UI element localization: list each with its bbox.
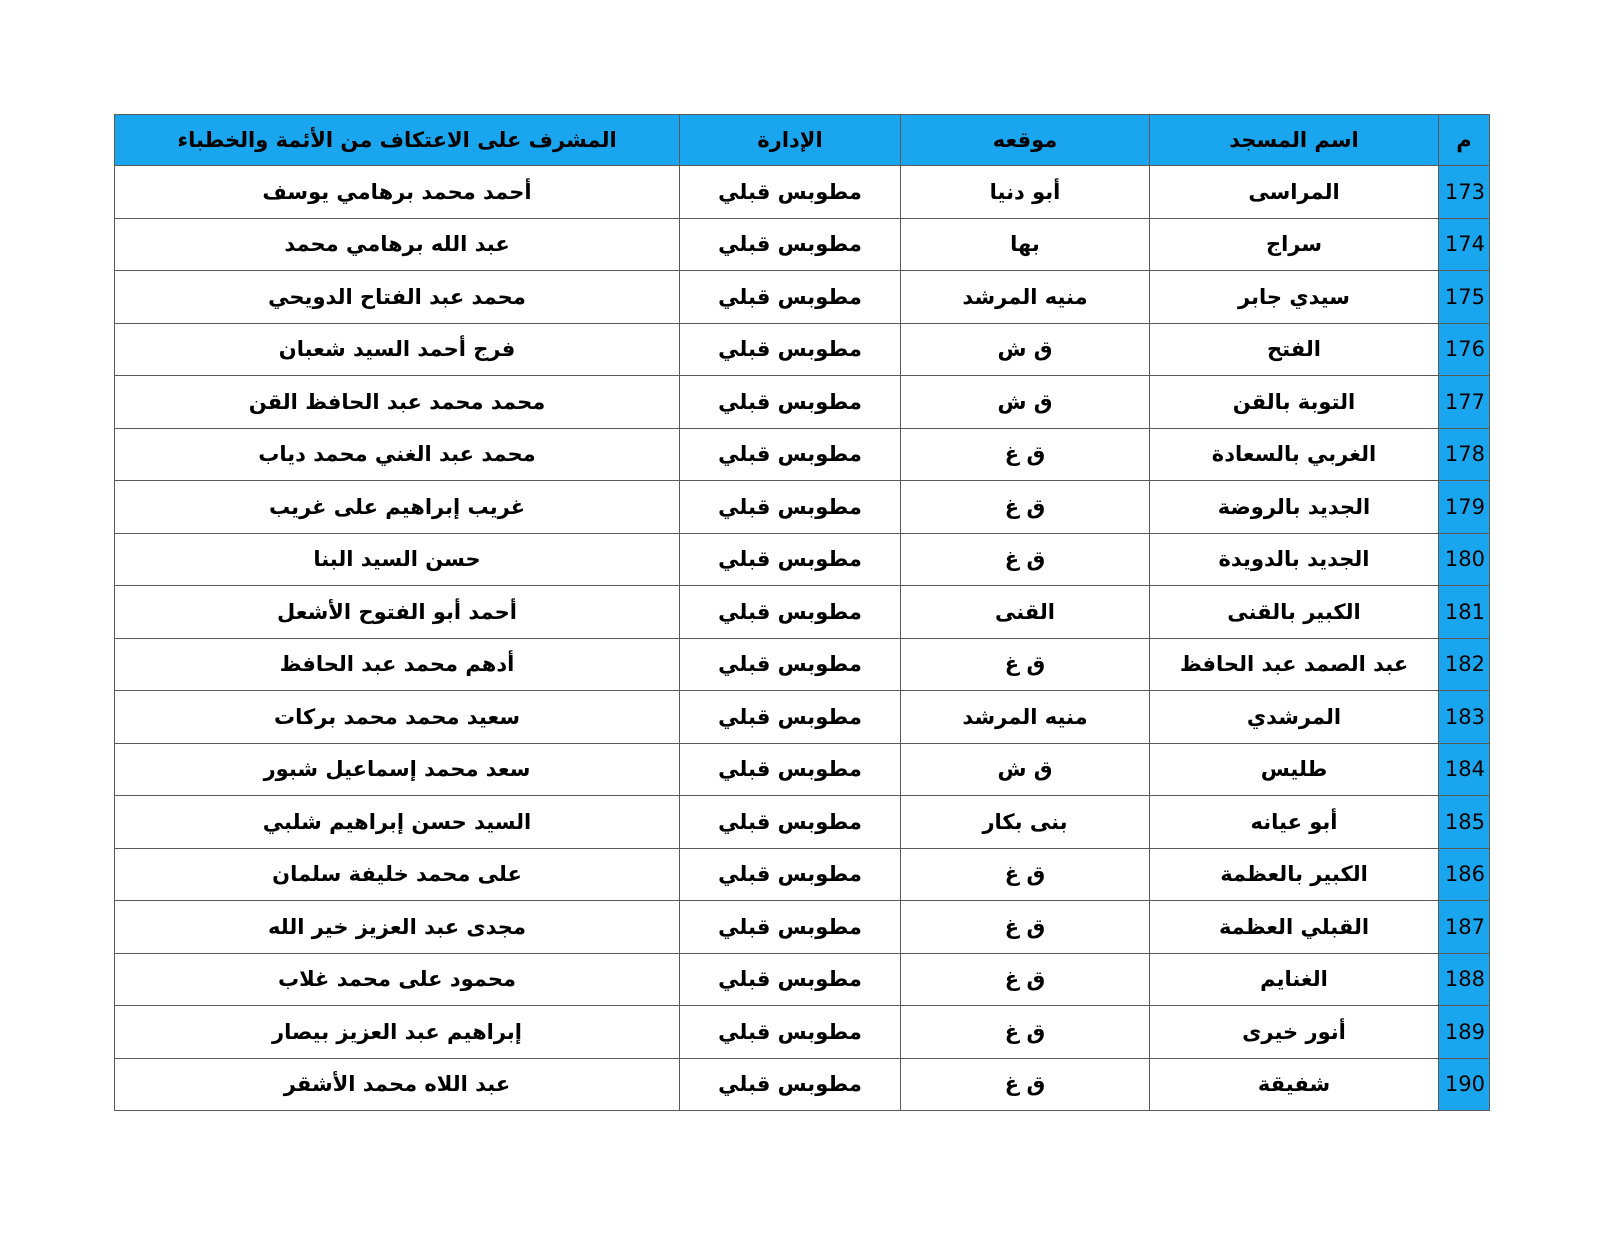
cell-administration: مطوبس قبلي bbox=[680, 848, 901, 901]
cell-mosque: الفتح bbox=[1150, 323, 1439, 376]
cell-number: 182 bbox=[1439, 638, 1490, 691]
table-row bbox=[115, 271, 1490, 324]
cell-supervisor: سعيد محمد محمد بركات bbox=[115, 691, 680, 744]
cell-number: 190 bbox=[1439, 1058, 1490, 1111]
cell-number: 185 bbox=[1439, 796, 1490, 849]
table-row bbox=[115, 796, 1490, 849]
cell-number: 180 bbox=[1439, 533, 1490, 586]
cell-supervisor: عبد اللاه محمد الأشقر bbox=[115, 1058, 680, 1111]
cell-administration: مطوبس قبلي bbox=[680, 428, 901, 481]
cell-number: 183 bbox=[1439, 691, 1490, 744]
cell-mosque: طليس bbox=[1150, 743, 1439, 796]
cell-mosque: شفيقة bbox=[1150, 1058, 1439, 1111]
cell-mosque: الغنايم bbox=[1150, 953, 1439, 1006]
cell-mosque: سيدي جابر bbox=[1150, 271, 1439, 324]
cell-location: ق غ bbox=[901, 428, 1150, 481]
cell-mosque: المراسى bbox=[1150, 166, 1439, 219]
cell-mosque: الغربي بالسعادة bbox=[1150, 428, 1439, 481]
table-row bbox=[115, 323, 1490, 376]
cell-location: بنى بكار bbox=[901, 796, 1150, 849]
cell-supervisor: السيد حسن إبراهيم شلبي bbox=[115, 796, 680, 849]
cell-number: 177 bbox=[1439, 376, 1490, 429]
cell-mosque: التوبة بالقن bbox=[1150, 376, 1439, 429]
header-administration: الإدارة bbox=[680, 115, 901, 166]
cell-mosque: القبلي العظمة bbox=[1150, 901, 1439, 954]
cell-mosque: الكبير بالعظمة bbox=[1150, 848, 1439, 901]
cell-mosque: الكبير بالقنى bbox=[1150, 586, 1439, 639]
cell-administration: مطوبس قبلي bbox=[680, 533, 901, 586]
cell-administration: مطوبس قبلي bbox=[680, 218, 901, 271]
cell-administration: مطوبس قبلي bbox=[680, 586, 901, 639]
table-row bbox=[115, 376, 1490, 429]
cell-mosque: المرشدي bbox=[1150, 691, 1439, 744]
cell-supervisor: أحمد محمد برهامي يوسف bbox=[115, 166, 680, 219]
cell-administration: مطوبس قبلي bbox=[680, 323, 901, 376]
cell-administration: مطوبس قبلي bbox=[680, 481, 901, 534]
cell-location: القنى bbox=[901, 586, 1150, 639]
cell-supervisor: حسن السيد البنا bbox=[115, 533, 680, 586]
table-row bbox=[115, 743, 1490, 796]
table-row bbox=[115, 691, 1490, 744]
cell-supervisor: أحمد أبو الفتوح الأشعل bbox=[115, 586, 680, 639]
cell-number: 189 bbox=[1439, 1006, 1490, 1059]
cell-number: 175 bbox=[1439, 271, 1490, 324]
table-row bbox=[115, 1006, 1490, 1059]
cell-supervisor: محمود على محمد غلاب bbox=[115, 953, 680, 1006]
cell-location: ق غ bbox=[901, 481, 1150, 534]
cell-location: منيه المرشد bbox=[901, 271, 1150, 324]
cell-location: ق غ bbox=[901, 1058, 1150, 1111]
header-location: موقعه bbox=[901, 115, 1150, 166]
mosques-table bbox=[114, 114, 1490, 1111]
cell-location: ق غ bbox=[901, 533, 1150, 586]
cell-mosque: عبد الصمد عبد الحافظ bbox=[1150, 638, 1439, 691]
cell-supervisor: محمد عبد الغني محمد دياب bbox=[115, 428, 680, 481]
cell-supervisor: فرج أحمد السيد شعبان bbox=[115, 323, 680, 376]
cell-administration: مطوبس قبلي bbox=[680, 953, 901, 1006]
table-row bbox=[115, 638, 1490, 691]
header-number: م bbox=[1439, 115, 1490, 166]
cell-mosque: سراج bbox=[1150, 218, 1439, 271]
cell-mosque: أنور خيرى bbox=[1150, 1006, 1439, 1059]
table-row bbox=[115, 848, 1490, 901]
table-body bbox=[115, 166, 1490, 1111]
table-row bbox=[115, 1058, 1490, 1111]
cell-supervisor: محمد عبد الفتاح الدويحي bbox=[115, 271, 680, 324]
cell-number: 178 bbox=[1439, 428, 1490, 481]
table-row bbox=[115, 586, 1490, 639]
cell-administration: مطوبس قبلي bbox=[680, 1058, 901, 1111]
cell-location: ق غ bbox=[901, 901, 1150, 954]
cell-number: 181 bbox=[1439, 586, 1490, 639]
table-row bbox=[115, 481, 1490, 534]
header-mosque: اسم المسجد bbox=[1150, 115, 1439, 166]
cell-mosque: الجديد بالروضة bbox=[1150, 481, 1439, 534]
header-supervisor: المشرف على الاعتكاف من الأئمة والخطباء bbox=[115, 115, 680, 166]
cell-administration: مطوبس قبلي bbox=[680, 901, 901, 954]
cell-supervisor: أدهم محمد عبد الحافظ bbox=[115, 638, 680, 691]
cell-location: منيه المرشد bbox=[901, 691, 1150, 744]
cell-location: ق غ bbox=[901, 1006, 1150, 1059]
table-header bbox=[115, 115, 1490, 166]
cell-supervisor: محمد محمد عبد الحافظ القن bbox=[115, 376, 680, 429]
cell-supervisor: سعد محمد إسماعيل شبور bbox=[115, 743, 680, 796]
cell-number: 184 bbox=[1439, 743, 1490, 796]
cell-administration: مطوبس قبلي bbox=[680, 796, 901, 849]
cell-administration: مطوبس قبلي bbox=[680, 691, 901, 744]
table-row bbox=[115, 428, 1490, 481]
header-row bbox=[115, 115, 1490, 166]
cell-number: 188 bbox=[1439, 953, 1490, 1006]
cell-location: ق غ bbox=[901, 638, 1150, 691]
cell-mosque: أبو عيانه bbox=[1150, 796, 1439, 849]
cell-number: 173 bbox=[1439, 166, 1490, 219]
table-row bbox=[115, 533, 1490, 586]
cell-location: أبو دنيا bbox=[901, 166, 1150, 219]
cell-administration: مطوبس قبلي bbox=[680, 271, 901, 324]
table-row bbox=[115, 953, 1490, 1006]
cell-supervisor: إبراهيم عبد العزيز بيصار bbox=[115, 1006, 680, 1059]
table-row bbox=[115, 901, 1490, 954]
cell-number: 174 bbox=[1439, 218, 1490, 271]
cell-location: ق ش bbox=[901, 323, 1150, 376]
table-row bbox=[115, 218, 1490, 271]
cell-supervisor: على محمد خليفة سلمان bbox=[115, 848, 680, 901]
cell-administration: مطوبس قبلي bbox=[680, 376, 901, 429]
cell-number: 179 bbox=[1439, 481, 1490, 534]
cell-location: ق غ bbox=[901, 953, 1150, 1006]
cell-administration: مطوبس قبلي bbox=[680, 166, 901, 219]
cell-administration: مطوبس قبلي bbox=[680, 638, 901, 691]
table-row bbox=[115, 166, 1490, 219]
cell-mosque: الجديد بالدويدة bbox=[1150, 533, 1439, 586]
cell-location: بها bbox=[901, 218, 1150, 271]
cell-location: ق ش bbox=[901, 376, 1150, 429]
cell-number: 186 bbox=[1439, 848, 1490, 901]
cell-number: 187 bbox=[1439, 901, 1490, 954]
cell-supervisor: غريب إبراهيم على غريب bbox=[115, 481, 680, 534]
cell-location: ق غ bbox=[901, 848, 1150, 901]
document-page bbox=[114, 114, 1489, 1111]
cell-location: ق ش bbox=[901, 743, 1150, 796]
cell-administration: مطوبس قبلي bbox=[680, 1006, 901, 1059]
cell-supervisor: مجدى عبد العزيز خير الله bbox=[115, 901, 680, 954]
cell-administration: مطوبس قبلي bbox=[680, 743, 901, 796]
cell-number: 176 bbox=[1439, 323, 1490, 376]
cell-supervisor: عبد الله برهامي محمد bbox=[115, 218, 680, 271]
